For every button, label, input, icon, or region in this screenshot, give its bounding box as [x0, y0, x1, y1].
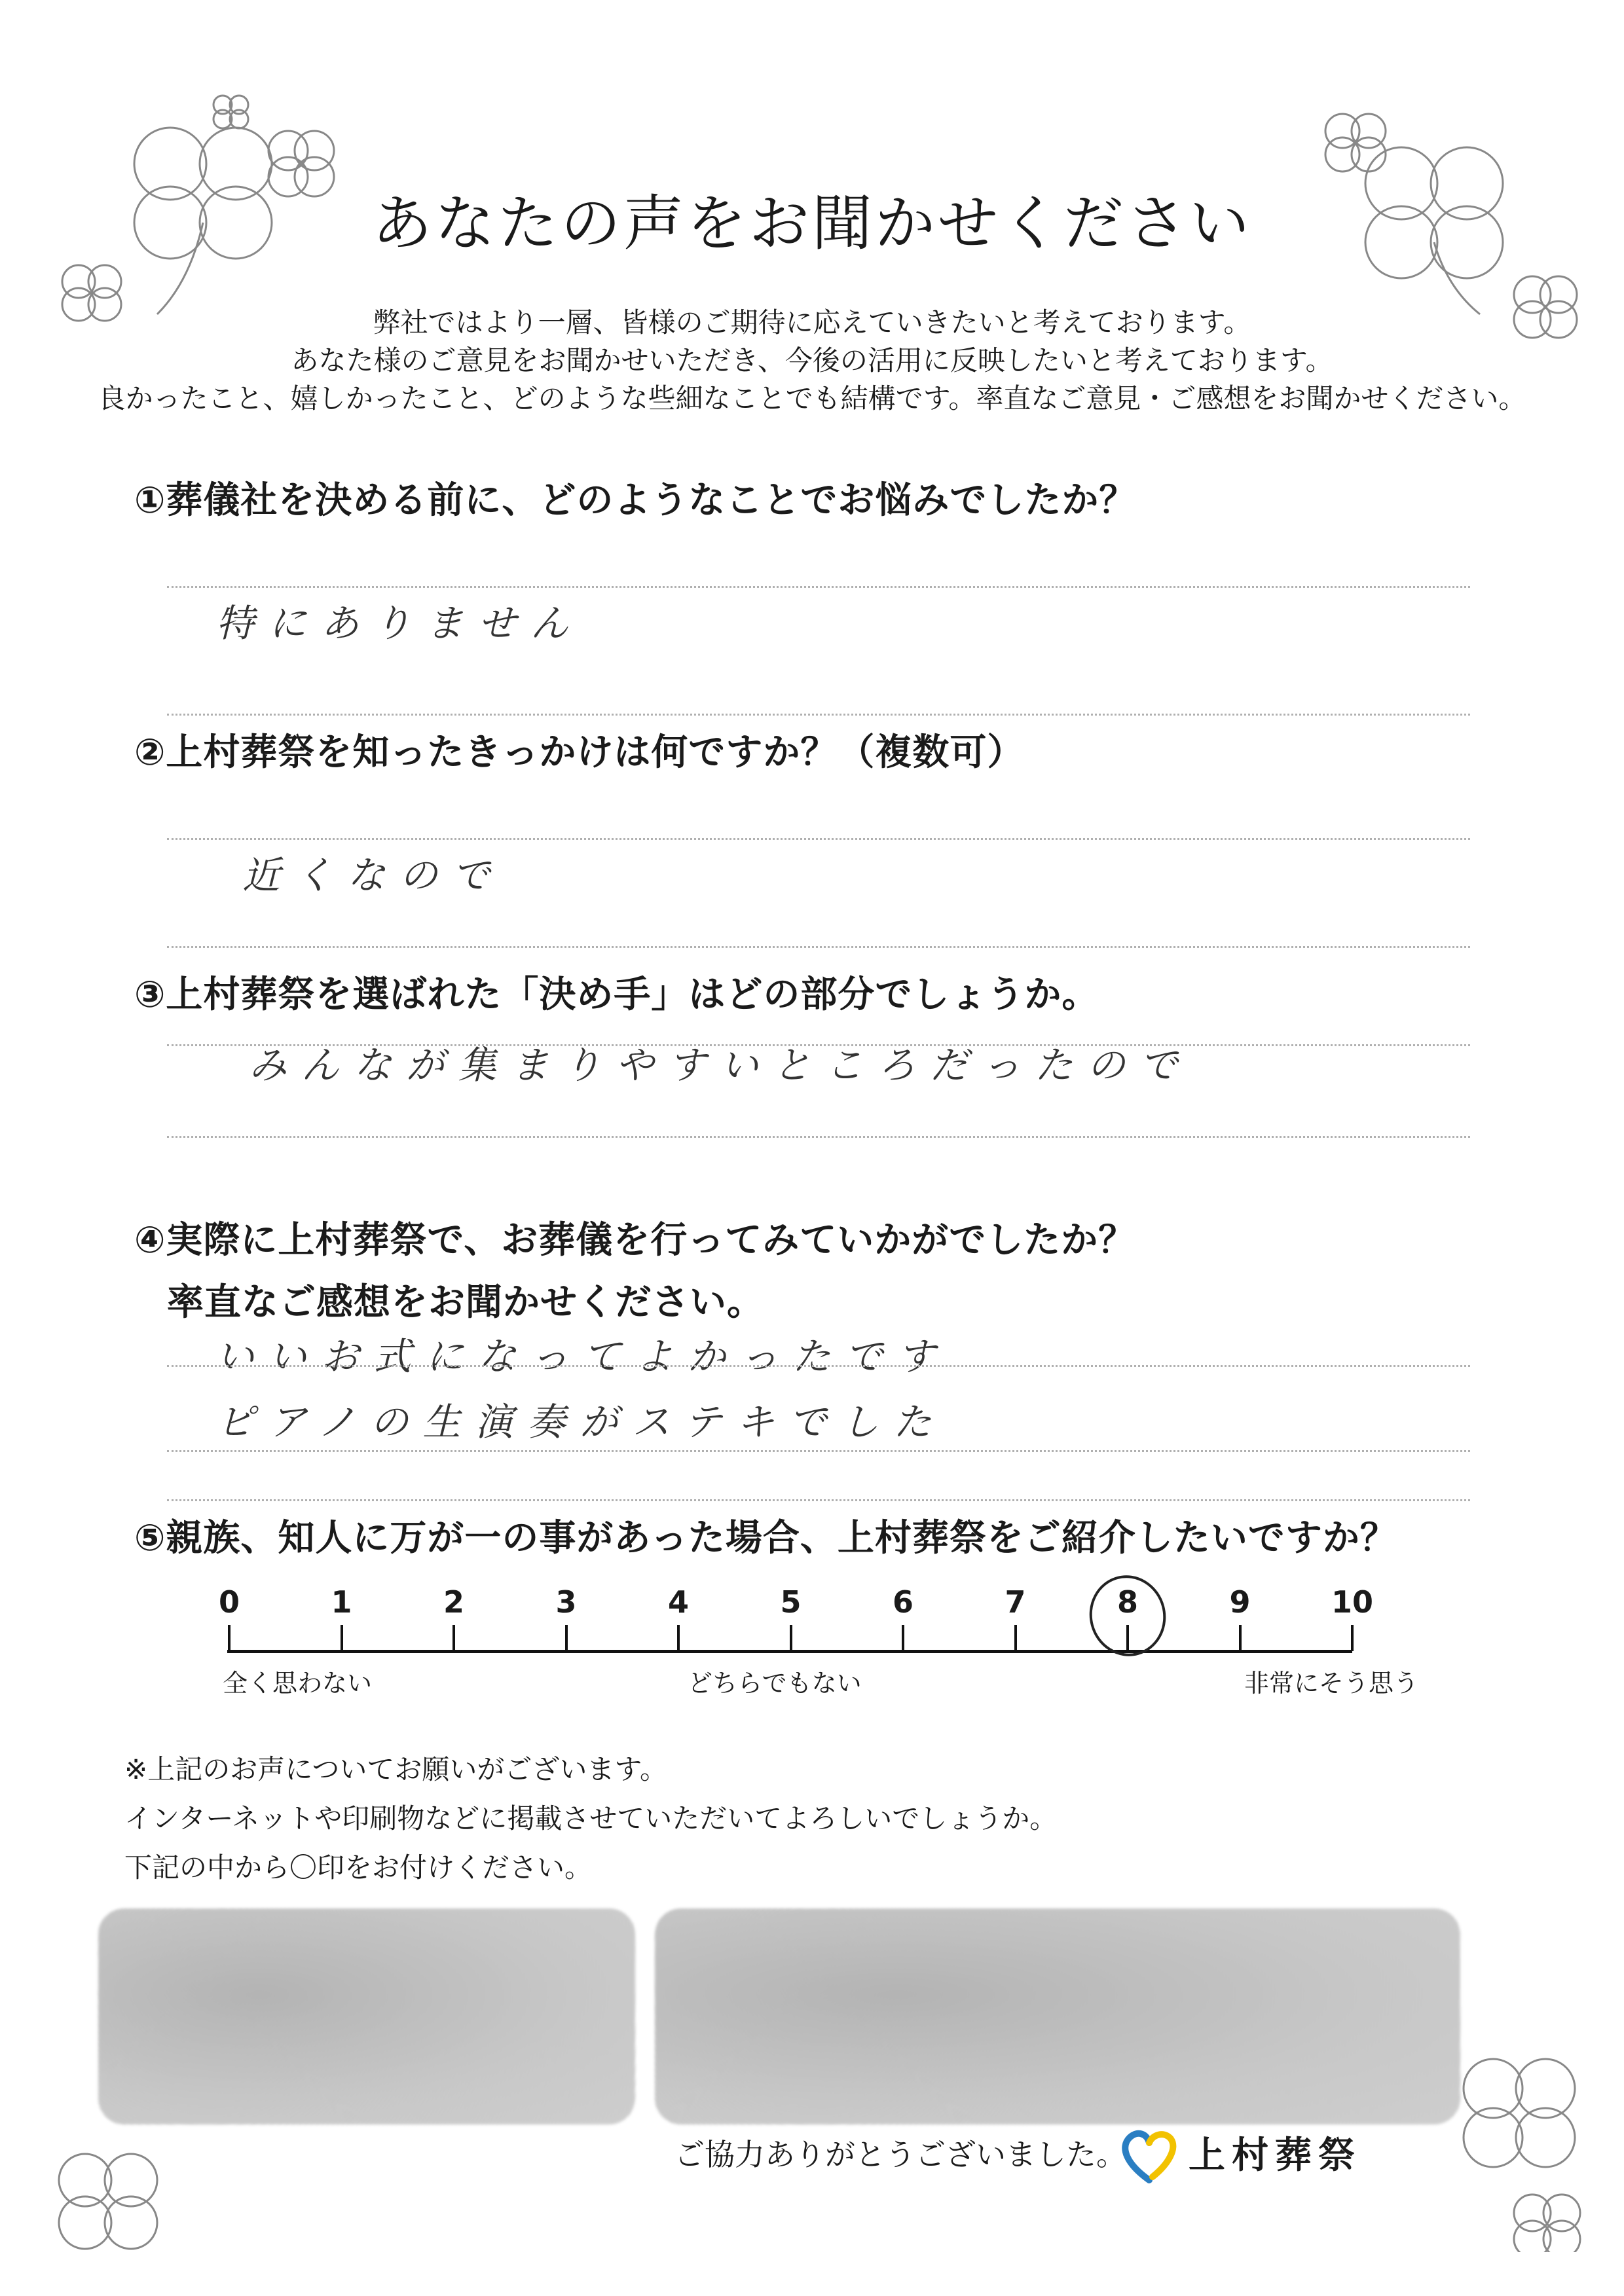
answer-rule [167, 946, 1470, 948]
answer-rule [167, 1499, 1470, 1501]
answer-rule [167, 1450, 1470, 1452]
scale-tick-label: 6 [892, 1584, 913, 1620]
question-4-sub: 率直なご感想をお聞かせください。 [167, 1281, 764, 1324]
scale-tick-mark [902, 1625, 904, 1651]
scale-tick-label: 9 [1229, 1584, 1251, 1620]
scale-label-mid: どちらでもない [688, 1669, 862, 1698]
scale-tick-mark [790, 1625, 792, 1651]
answer-1: 特にありません [216, 601, 583, 646]
question-4: ④実際に上村葬祭で、お葬儀を行ってみていかがでしたか？ [134, 1219, 1136, 1262]
note-line-1: ※上記のお声についてお願いがございます。 [124, 1753, 667, 1785]
scale-tick-label: 7 [1005, 1584, 1026, 1620]
scale-tick-mark [1239, 1625, 1242, 1651]
scale-tick-mark [677, 1625, 680, 1651]
question-1: ①葬儀社を決める前に、どのようなことでお悩みでしたか？ [134, 479, 1137, 522]
intro-line-2: あなた様のご意見をお聞かせいただき、今後の活用に反映したいと考えております。 [291, 344, 1333, 376]
answer-4-line-1: いいお式になってよかったです [216, 1334, 950, 1379]
scale-tick-label: 10 [1331, 1584, 1373, 1620]
thanks-text: ご協力ありがとうございました。 [674, 2137, 1126, 2172]
answer-rule [167, 714, 1470, 716]
answer-rule [167, 586, 1470, 588]
scale-tick-mark [1351, 1625, 1354, 1651]
scale-tick-label: 8 [1116, 1584, 1138, 1620]
page-title: あなたの声をお聞かせください [371, 189, 1252, 259]
note-line-3: 下記の中から〇印をお付けください。 [124, 1851, 593, 1884]
scale-tick-label: 1 [331, 1584, 352, 1620]
answer-4-line-2: ピアノの生演奏がステキでした [216, 1400, 946, 1444]
heart-logo-icon [1113, 2118, 1185, 2190]
clover-icon [59, 2154, 157, 2249]
note-line-2: インターネットや印刷物などに掲載させていただいてよろしいでしょうか。 [124, 1802, 1058, 1834]
answer-rule [167, 838, 1470, 840]
scale-tick-label: 4 [667, 1584, 689, 1620]
scale-tick-label: 2 [443, 1584, 464, 1620]
answer-rule [167, 1136, 1470, 1138]
answer-3: みんなが集まりやすいところだったので [249, 1043, 1192, 1087]
redacted-area-right [655, 1908, 1460, 2124]
scale-tick-mark [228, 1625, 231, 1651]
answer-rule [167, 1365, 1470, 1367]
scale-tick-mark [452, 1625, 455, 1651]
scale-tick-mark [565, 1625, 568, 1651]
question-5: ⑤親族、知人に万が一の事があった場合、上村葬祭をご紹介したいですか？ [134, 1517, 1397, 1559]
scale-label-low: 全く思わない [223, 1669, 373, 1698]
clover-icon [1325, 114, 1386, 172]
selected-circle [1082, 1571, 1173, 1669]
clover-icon [1464, 2059, 1575, 2167]
question-3: ③上村葬祭を選ばれた「決め手」はどの部分でしょうか。 [134, 974, 1099, 1016]
intro-line-3: 良かったこと、嬉しかったこと、どのような些細なことでも結構です。率直なご意見・ご感想をお聞かせください。 [98, 382, 1526, 414]
scale-tick-label: 3 [555, 1584, 577, 1620]
clover-icon [1514, 2195, 1580, 2252]
scale-tick-label: 5 [780, 1584, 802, 1620]
scale-tick-label: 0 [218, 1584, 240, 1620]
redacted-area-left [98, 1908, 635, 2124]
clover-icon [213, 96, 248, 128]
question-2: ②上村葬祭を知ったきっかけは何ですか？（複数可） [134, 731, 1025, 774]
scale-label-high: 非常にそう思う [1244, 1669, 1419, 1698]
scale-tick-mark [341, 1625, 343, 1651]
scale-tick-mark [1014, 1625, 1017, 1651]
answer-2: 近くなので [242, 853, 505, 898]
answer-rule [167, 1044, 1470, 1046]
brand-name: 上村葬祭 [1189, 2134, 1361, 2177]
intro-line-1: 弊社ではより一層、皆様のご期待に応えていきたいと考えております。 [373, 306, 1251, 338]
